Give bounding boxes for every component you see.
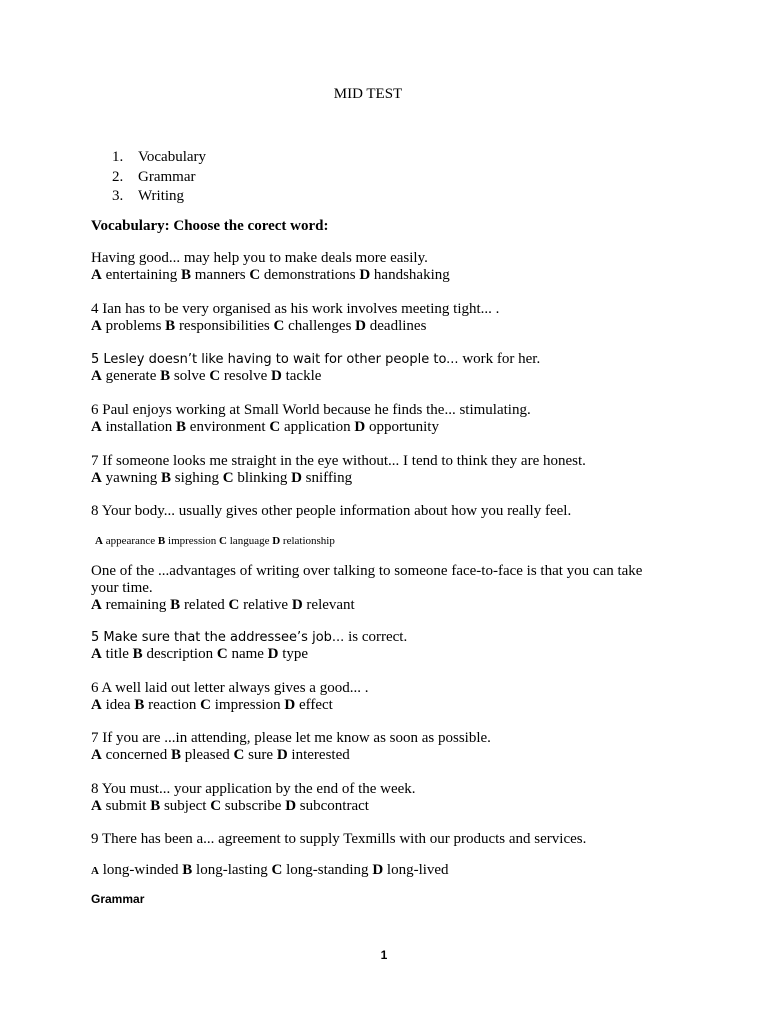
question-options: A problems B responsibilities C challenges D deadlines — [91, 318, 427, 334]
question — [91, 301, 499, 335]
question — [91, 730, 491, 764]
question-options: A concerned B pleased C sure D interested — [91, 747, 350, 763]
question-options: A title B description C name D type — [91, 646, 309, 662]
question-stem: 6 Paul enjoys working at Small World because he finds the... stimulating. — [91, 402, 531, 418]
question-stem: 8 Your body... usually gives other people information about how you really feel. — [91, 503, 572, 519]
question — [91, 351, 540, 385]
contents-item: 2. Grammar — [112, 168, 196, 185]
question-stem: 7 If someone looks me straight in the eye without... I tend to think they are honest. — [91, 453, 586, 469]
question — [91, 831, 586, 848]
question-options: A generate B solve C resolve D tackle — [91, 368, 322, 384]
question-options: A entertaining B manners C demonstrations D handshaking — [91, 267, 450, 283]
contents-item: 1. Vocabulary — [112, 149, 207, 165]
question-options: A yawning B sighing C blinking D sniffing — [91, 470, 353, 486]
question — [91, 563, 651, 614]
question — [91, 680, 368, 714]
section-heading: Vocabulary: Choose the corect word: — [91, 218, 329, 234]
question-stem: 4 Ian has to be very organised as his work involves meeting tight... . — [91, 301, 500, 317]
question-options: A long-winded B long-lasting C long-standing D long-lived — [91, 862, 449, 878]
question-stem: Having good... may help you to make deals more easily. — [91, 250, 428, 266]
section-heading-grammar: Grammar — [91, 892, 145, 906]
question-stem: 5 Make sure that the addressee’s job... is correct. — [91, 629, 408, 645]
page-title: MID TEST — [333, 86, 403, 102]
question-options: A remaining B related C relative D relevant — [91, 597, 355, 613]
question-options: A installation B environment C application D opportunity — [91, 419, 439, 435]
question-options: A submit B subject C subscribe D subcontract — [91, 798, 369, 814]
question — [91, 503, 571, 520]
contents-item: 3. Writing — [112, 188, 185, 204]
question — [91, 629, 407, 663]
question — [91, 453, 586, 487]
question — [91, 781, 416, 815]
question-options: A idea B reaction C impression D effect — [91, 697, 333, 713]
question-stem: One of the ...advantages of writing over talking to someone face-to-face is that you can take your time. — [91, 563, 643, 596]
question — [91, 402, 531, 436]
question-stem: 8 You must... your application by the end of the week. — [91, 781, 416, 797]
page-number: 1 — [380, 948, 388, 962]
contents-list — [112, 148, 206, 207]
question-stem: 5 Lesley doesn’t like having to wait for other people to... work for her. — [91, 351, 541, 367]
question-stem: 7 If you are ...in attending, please let me know as soon as possible. — [91, 730, 491, 746]
question-stem: 6 A well laid out letter always gives a good... . — [91, 680, 369, 696]
question-options: A appearance B impression C language D relationship — [95, 535, 335, 547]
question — [91, 250, 450, 284]
question-stem: 9 There has been a... agreement to supply Texmills with our products and services. — [91, 831, 587, 847]
